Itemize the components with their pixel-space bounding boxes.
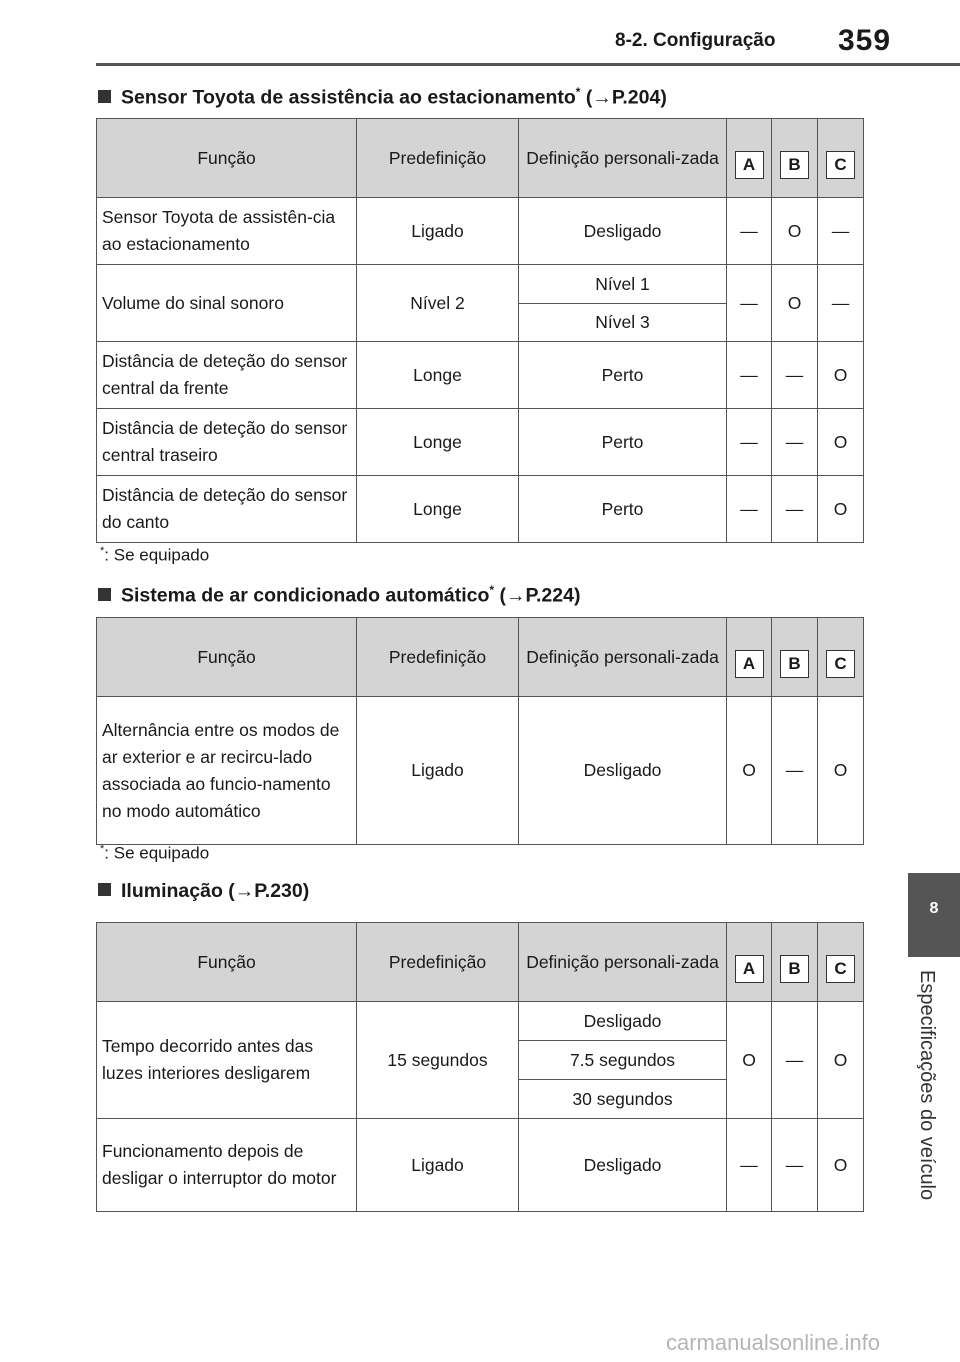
column-badge-b: B — [780, 650, 809, 678]
column-badge-c: C — [826, 955, 855, 983]
page-reference: (→P.230) — [228, 880, 310, 902]
table-row: 30 segundos — [97, 1080, 864, 1119]
table-row: Funcionamento depois de desligar o interruptor do motor Ligado Desligado — — O — [97, 1119, 864, 1212]
table-row: 7.5 segundos — [97, 1041, 864, 1080]
table-row: Volume do sinal sonoro Nível 2 Nível 1 — O — — [97, 265, 864, 304]
column-header-funcao: Função — [97, 618, 357, 697]
column-header-predefinicao: Predefinição — [357, 618, 519, 697]
table-row: Tempo decorrido antes das luzes interiores desligarem 15 segundos Desligado O — O — [97, 1002, 864, 1041]
table-row: Distância de deteção do sensor do canto Longe Perto — — O — [97, 476, 864, 543]
chapter-label: Especificações do veículo — [916, 970, 938, 1201]
column-header-funcao: Função — [97, 923, 357, 1002]
column-header-definicao: Definição personali-zada — [519, 618, 727, 697]
table-row: Distância de deteção do sensor central traseiro Longe Perto — — O — [97, 409, 864, 476]
table-row: Nível 3 — [97, 304, 864, 342]
page-reference: (→P.224) — [499, 584, 581, 607]
footnote: *: Se equipado — [100, 843, 210, 863]
table-row: Alternância entre os modos de ar exterior e ar recircu-lado associada ao funcio-namento no modo automático Ligado Desligado O — O — [97, 697, 864, 845]
settings-table-lighting — [96, 922, 864, 1212]
header-rule — [96, 63, 960, 66]
settings-table-parking-sensor — [96, 118, 864, 543]
table-row: Distância de deteção do sensor central da frente Longe Perto — — O — [97, 342, 864, 409]
section-title-air-conditioning: Sistema de ar condicionado automático* (→P.224) — [98, 583, 580, 608]
footnote: *: Se equipado — [100, 545, 210, 565]
column-header-funcao: Função — [97, 119, 357, 198]
section-header: 8-2. Configuração — [615, 30, 776, 51]
section-title-parking-sensor: Sensor Toyota de assistência ao estacionamento* (→P.204) — [98, 85, 667, 110]
column-header-definicao: Definição personali-zada — [519, 119, 727, 198]
column-badge-a: A — [735, 955, 764, 983]
column-badge-c: C — [826, 650, 855, 678]
section-title-lighting: Iluminação (→P.230) — [98, 880, 309, 903]
column-badge-a: A — [735, 151, 764, 179]
column-header-predefinicao: Predefinição — [357, 923, 519, 1002]
settings-table-air-conditioning — [96, 617, 864, 845]
page-number: 359 — [838, 24, 892, 57]
column-badge-b: B — [780, 955, 809, 983]
column-badge-b: B — [780, 151, 809, 179]
page-reference: (→P.204) — [585, 86, 667, 109]
column-header-predefinicao: Predefinição — [357, 119, 519, 198]
column-badge-c: C — [826, 151, 855, 179]
chapter-number: 8 — [929, 900, 939, 917]
table-row: Sensor Toyota de assistên-cia ao estacionamento Ligado Desligado — O — — [97, 198, 864, 265]
column-header-definicao: Definição personali-zada — [519, 923, 727, 1002]
watermark: carmanualsonline.info — [666, 1330, 881, 1355]
bullet-square-icon — [98, 588, 111, 601]
bullet-square-icon — [98, 90, 111, 103]
bullet-square-icon — [98, 883, 111, 896]
column-badge-a: A — [735, 650, 764, 678]
